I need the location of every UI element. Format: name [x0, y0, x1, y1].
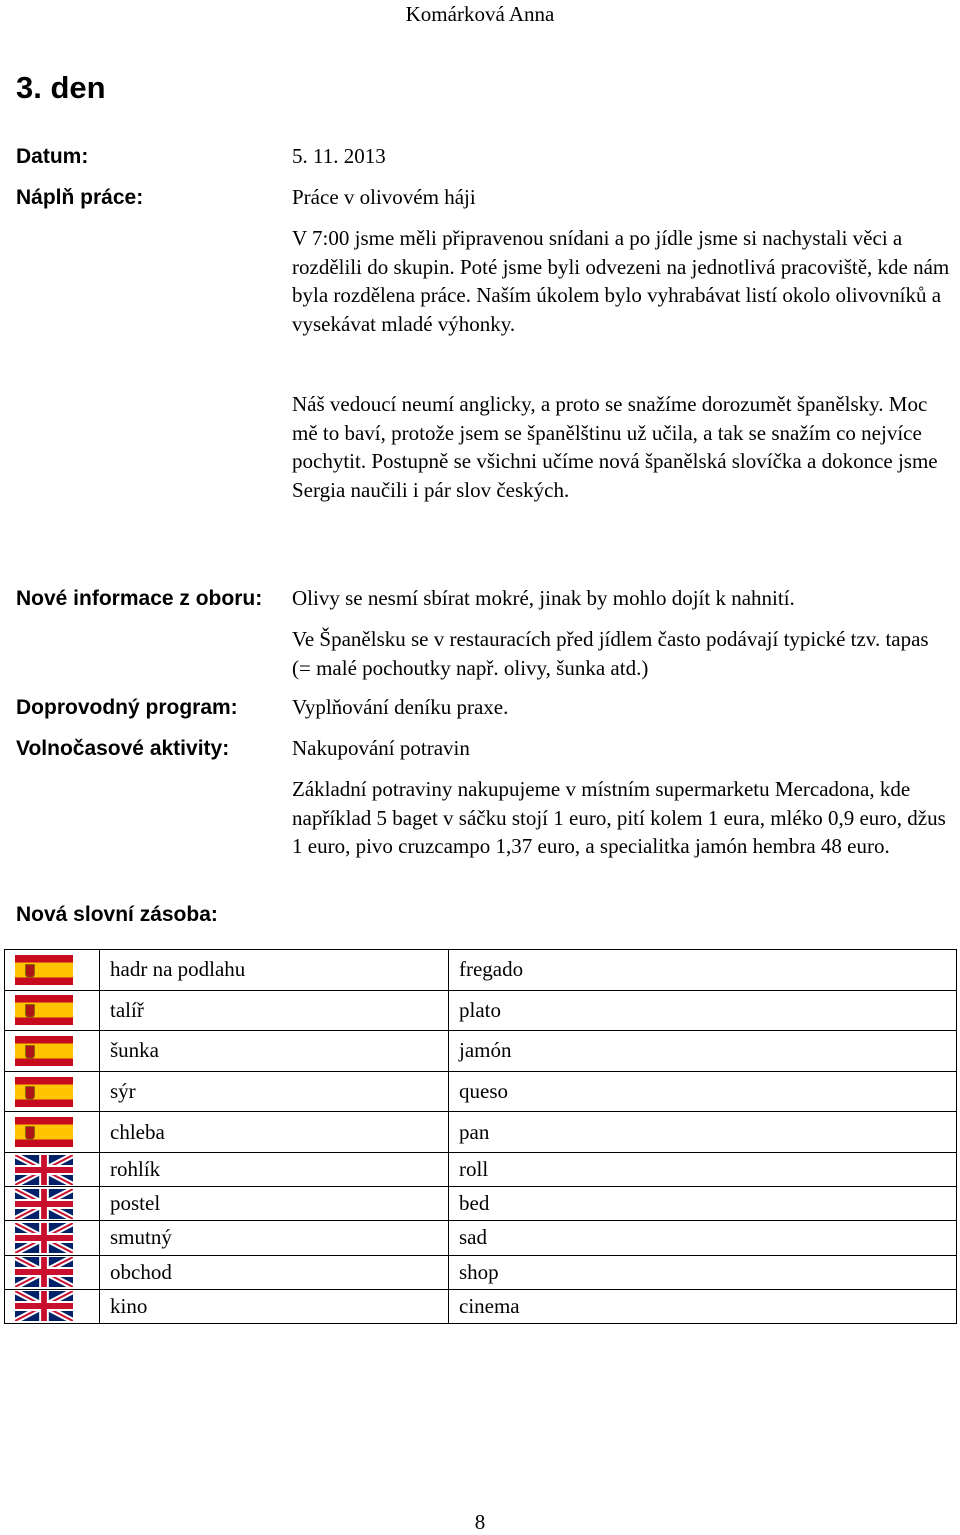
foreign-word: plato [449, 990, 957, 1031]
flag-cell [5, 1255, 100, 1289]
slovni-zasoba-label: Nová slovní zásoba: [16, 903, 218, 926]
czech-word: chleba [100, 1112, 449, 1153]
day-title: 3. den [16, 70, 106, 105]
flag-cell [5, 950, 100, 991]
table-row [5, 1071, 957, 1112]
volnocasove-label: Volnočasové aktivity: [16, 737, 230, 760]
foreign-word: shop [449, 1255, 957, 1289]
czech-word: rohlík [100, 1152, 449, 1186]
czech-word: smutný [100, 1221, 449, 1255]
uk-flag-icon [15, 1223, 73, 1253]
flag-cell [5, 990, 100, 1031]
uk-flag-icon [15, 1189, 73, 1219]
uk-flag-icon [15, 1257, 73, 1287]
datum-label: Datum: [16, 145, 89, 168]
spain-flag-icon [15, 1077, 73, 1107]
doprovodny-value: Vyplňování deníku praxe. [292, 695, 509, 719]
foreign-word: cinema [449, 1289, 957, 1323]
uk-flag-icon [15, 1155, 73, 1185]
flag-cell [5, 1221, 100, 1255]
napln-paragraph-2-text: Náš vedoucí neumí anglicky, a proto se snažíme dorozumět španělsky. Moc mě to baví, protože jsem se španělštinu už učila, a tak se snažím co nejvíce pochytit. Postupně se všichni učíme nová španělská slovíčka a dokonce jsme Sergia naučili i pár slov českých. [292, 392, 938, 502]
flag-cell [5, 1289, 100, 1323]
flag-cell [5, 1031, 100, 1072]
foreign-word: fregado [449, 950, 957, 991]
table-row [5, 950, 957, 991]
volnocasove-value: Nakupování potravin [292, 736, 470, 760]
table-row [5, 990, 957, 1031]
napln-paragraph-1-text: V 7:00 jsme měli připravenou snídani a po jídle jsme si nachystali věci a rozdělili do skupin. Poté jsme byli odvezeni na jednotlivá pracoviště, kde nám byla rozdělena práce. Naším úkolem bylo vyhrabávat listí okolo olivovníků a vysekávat mladé výhonky. [292, 226, 950, 336]
foreign-word: jamón [449, 1031, 957, 1072]
napln-paragraph-2 [292, 390, 952, 504]
spain-flag-icon [15, 1036, 73, 1066]
table-row [5, 1152, 957, 1186]
uk-flag-icon [15, 1291, 73, 1321]
flag-cell [5, 1152, 100, 1186]
czech-word: talíř [100, 990, 449, 1031]
nove-info-label: Nové informace z oboru: [16, 587, 263, 610]
czech-word: obchod [100, 1255, 449, 1289]
napln-value: Práce v olivovém háji [292, 185, 476, 209]
napln-paragraph-1 [292, 224, 952, 338]
czech-word: hadr na podlahu [100, 950, 449, 991]
datum-value: 5. 11. 2013 [292, 144, 386, 168]
vocabulary-table [4, 949, 957, 1324]
foreign-word: sad [449, 1221, 957, 1255]
spain-flag-icon [15, 1117, 73, 1147]
foreign-word: roll [449, 1152, 957, 1186]
flag-cell [5, 1112, 100, 1153]
foreign-word: queso [449, 1071, 957, 1112]
czech-word: postel [100, 1187, 449, 1221]
table-row [5, 1255, 957, 1289]
flag-cell [5, 1187, 100, 1221]
table-row [5, 1112, 957, 1153]
napln-label: Náplň práce: [16, 186, 144, 209]
czech-word: sýr [100, 1071, 449, 1112]
czech-word: šunka [100, 1031, 449, 1072]
table-row [5, 1187, 957, 1221]
volnocasove-paragraph: Základní potraviny nakupujeme v místním supermarketu Mercadona, kde například 5 baget v sáčku stojí 1 euro, pití kolem 1 eura, mléko 0,9 euro, džus 1 euro, pivo cruzcampo 1,37 euro, a specialitka jamón hembra 48 euro. [292, 777, 946, 858]
table-row [5, 1221, 957, 1255]
foreign-word: bed [449, 1187, 957, 1221]
header-author: Komárková Anna [405, 2, 555, 26]
czech-word: kino [100, 1289, 449, 1323]
spain-flag-icon [15, 955, 73, 985]
foreign-word: pan [449, 1112, 957, 1153]
table-row [5, 1289, 957, 1323]
doprovodny-label: Doprovodný program: [16, 696, 238, 719]
table-row [5, 1031, 957, 1072]
page-number: 8 [474, 1510, 486, 1534]
flag-cell [5, 1071, 100, 1112]
spain-flag-icon [15, 995, 73, 1025]
nove-info-line1: Olivy se nesmí sbírat mokré, jinak by mohlo dojít k nahnití. [292, 586, 795, 610]
nove-info-line2: Ve Španělsku se v restauracích před jídlem často podávají typické tzv. tapas (= malé pochoutky např. olivy, šunka atd.) [292, 627, 929, 680]
